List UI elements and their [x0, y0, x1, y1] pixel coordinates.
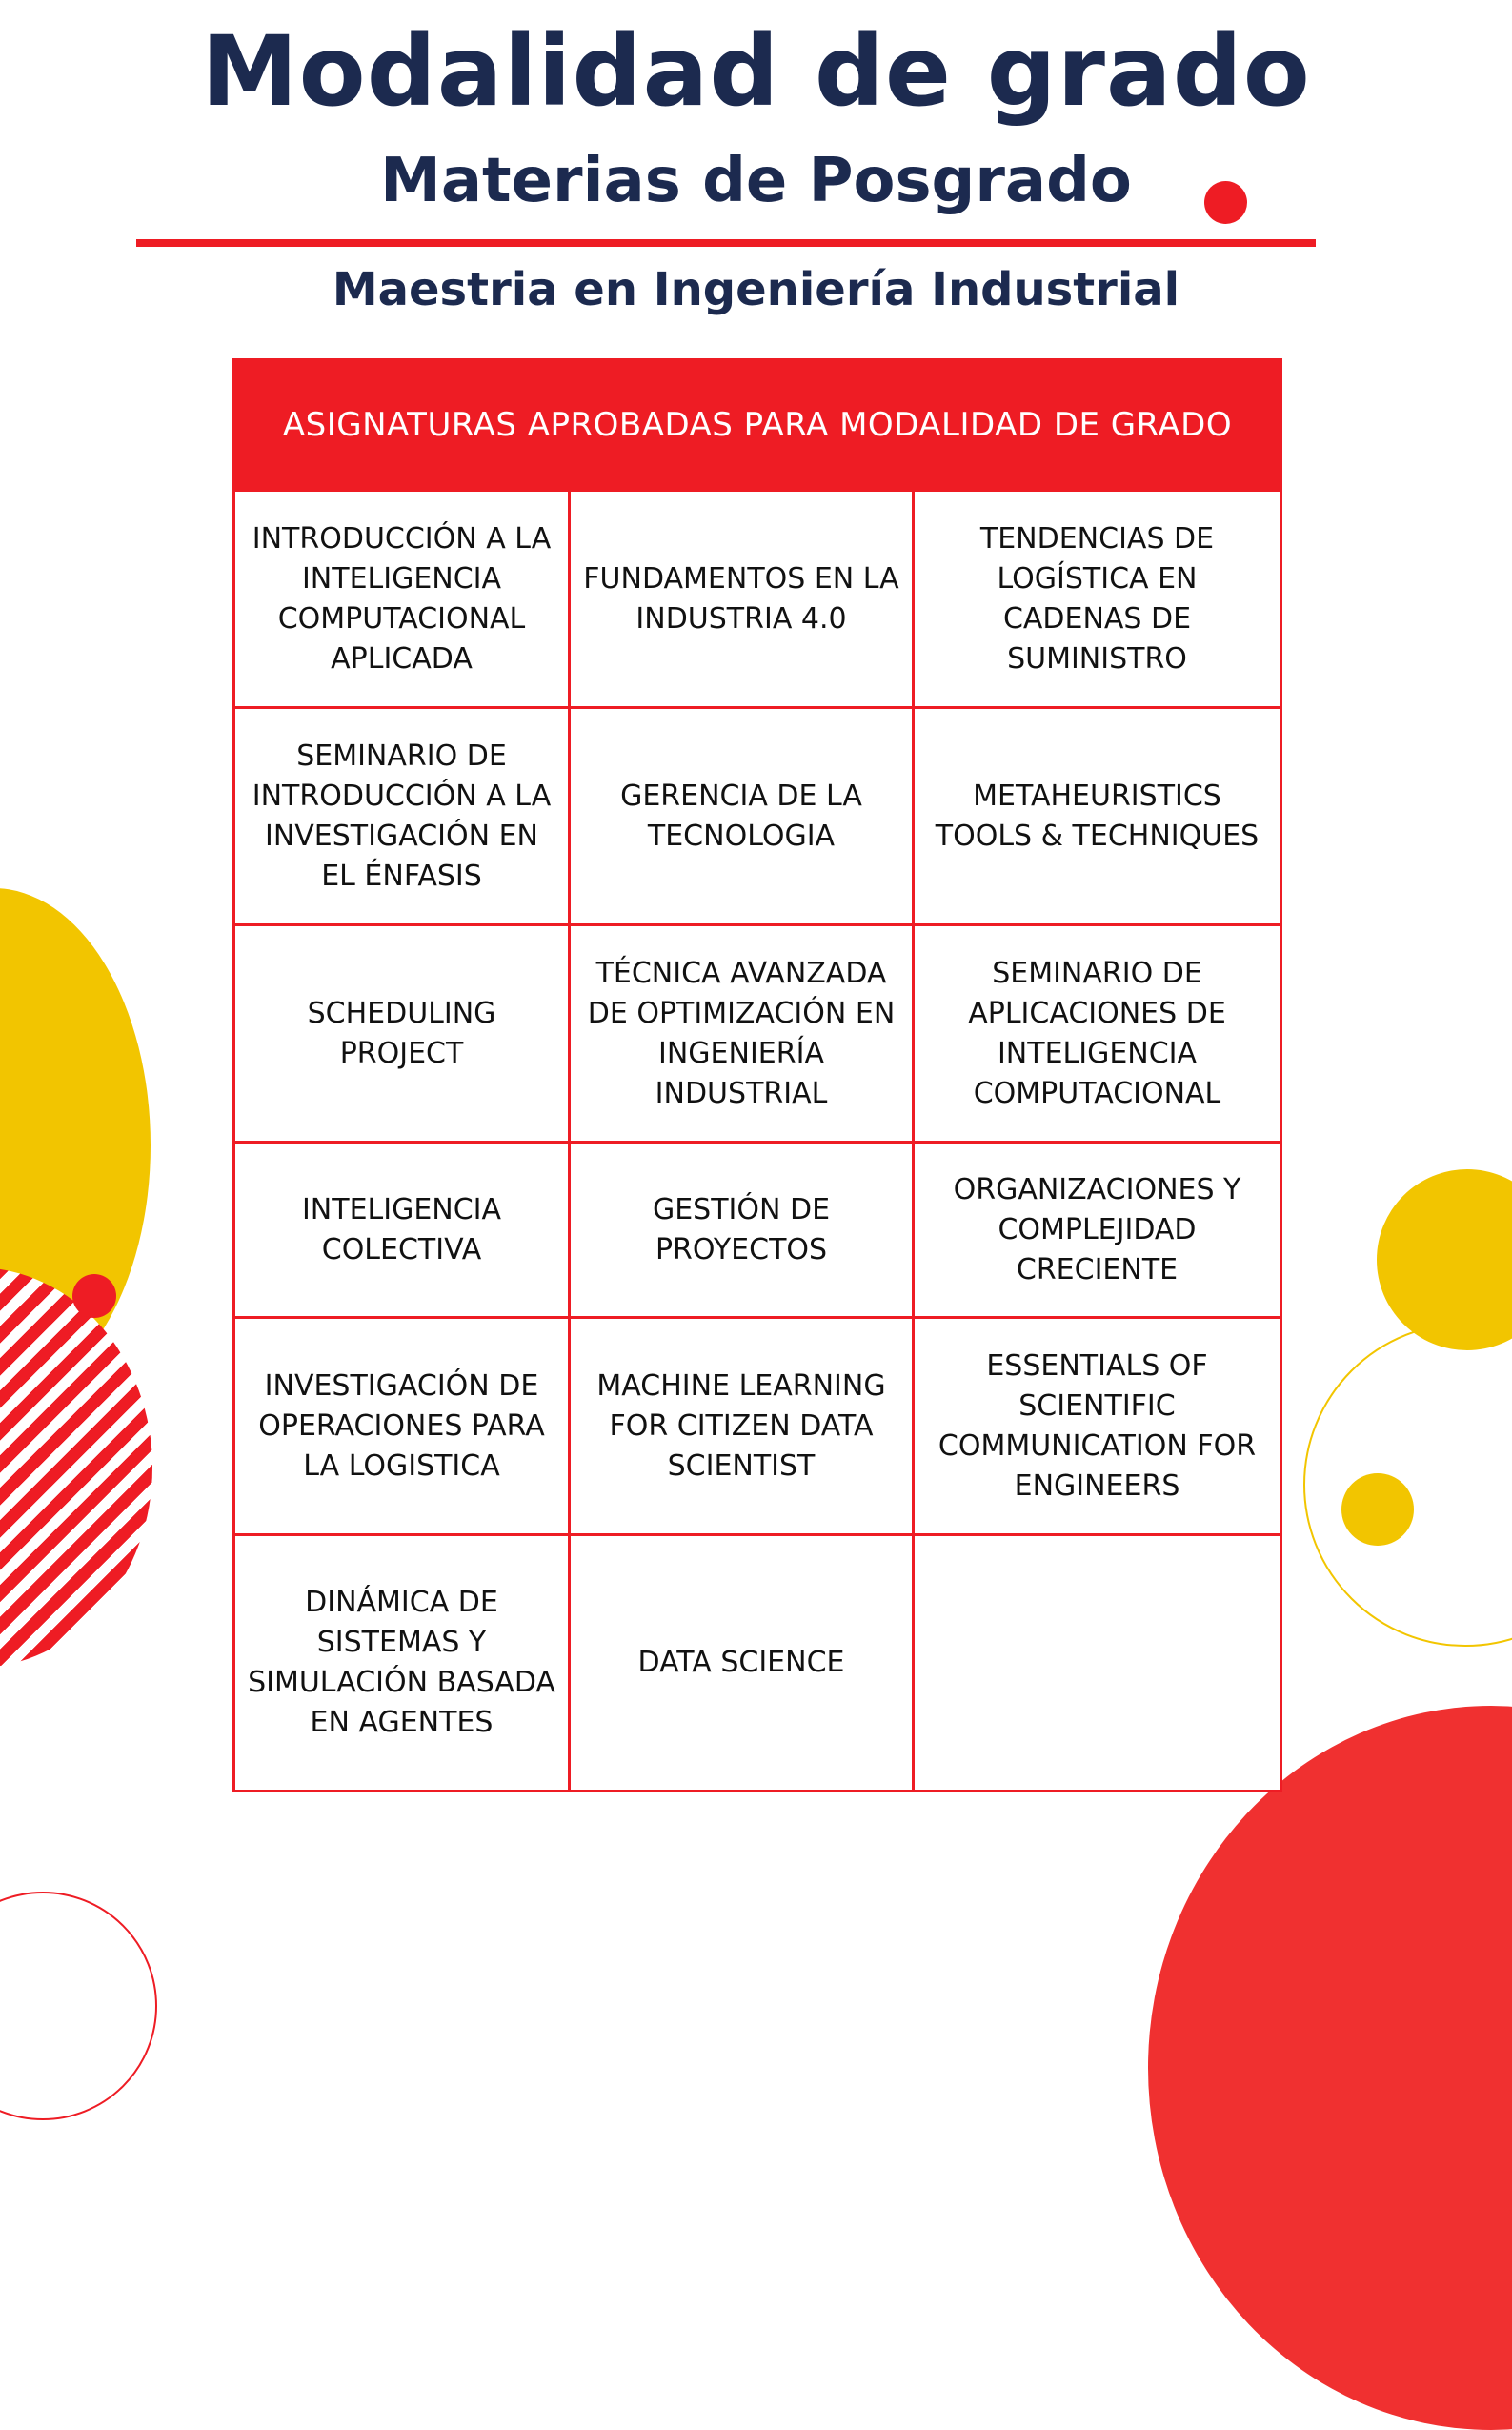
decorative-red-circle-bottom-right	[1148, 1706, 1512, 2430]
courses-table	[232, 358, 1282, 1792]
decorative-striped-circle-left	[0, 1267, 152, 1668]
title-divider	[136, 239, 1316, 247]
course-cell: SEMINARIO DE INTRODUCCIÓN A LA INVESTIGACIÓN EN EL ÉNFASIS	[252, 739, 552, 893]
course-cell: ORGANIZACIONES Y COMPLEJIDAD CRECIENTE	[912, 1144, 1280, 1316]
course-cell: INVESTIGACIÓN DE OPERACIONES PARA LA LOGISTICA	[258, 1368, 545, 1483]
course-cell: SEMINARIO DE APLICACIONES DE INTELIGENCIA COMPUTACIONAL	[912, 926, 1280, 1141]
page-subtitle: Materias de Posgrado	[380, 146, 1132, 216]
table-row	[235, 706, 1280, 923]
course-cell: ESSENTIALS OF SCIENTIFIC COMMUNICATION FOR ENGINEERS	[912, 1319, 1280, 1533]
page-title: Modalidad de grado	[201, 15, 1311, 129]
course-cell: TENDENCIAS DE LOGÍSTICA EN CADENAS DE SUMINISTRO	[912, 492, 1280, 706]
course-cell: GERENCIA DE LA TECNOLOGIA	[568, 709, 912, 923]
decorative-red-dot-left	[72, 1274, 116, 1318]
course-cell: DATA SCIENCE	[568, 1536, 912, 1790]
course-cell: METAHEURISTICS TOOLS & TECHNIQUES	[912, 709, 1280, 923]
table-row	[235, 1316, 1280, 1533]
decorative-red-outline-circle	[0, 1892, 157, 2120]
table-header: ASIGNATURAS APROBADAS PARA MODALIDAD DE GRADO	[235, 361, 1280, 489]
table-row	[235, 1533, 1280, 1790]
course-cell: INTRODUCCIÓN A LA INTELIGENCIA COMPUTACIONAL APLICADA	[252, 521, 552, 676]
empty-cell	[912, 1536, 1280, 1790]
course-cell: MACHINE LEARNING FOR CITIZEN DATA SCIENTIST	[568, 1319, 912, 1533]
course-cell: DINÁMICA DE SISTEMAS Y SIMULACIÓN BASADA EN AGENTES	[248, 1586, 555, 1739]
table-row	[235, 1141, 1280, 1316]
table-row	[235, 489, 1280, 706]
course-cell: INTELIGENCIA COLECTIVA	[301, 1192, 502, 1266]
course-cell: GESTIÓN DE PROYECTOS	[568, 1144, 912, 1316]
program-title: Maestria en Ingeniería Industrial	[332, 263, 1180, 316]
table-row	[235, 923, 1280, 1141]
decorative-yellow-outline-circle	[1303, 1323, 1512, 1647]
course-cell: SCHEDULING PROJECT	[307, 996, 496, 1070]
course-cell: FUNDAMENTOS EN LA INDUSTRIA 4.0	[568, 492, 912, 706]
course-cell: TÉCNICA AVANZADA DE OPTIMIZACIÓN EN INGENIERÍA INDUSTRIAL	[568, 926, 912, 1141]
decorative-small-yellow-dot	[1341, 1473, 1414, 1546]
